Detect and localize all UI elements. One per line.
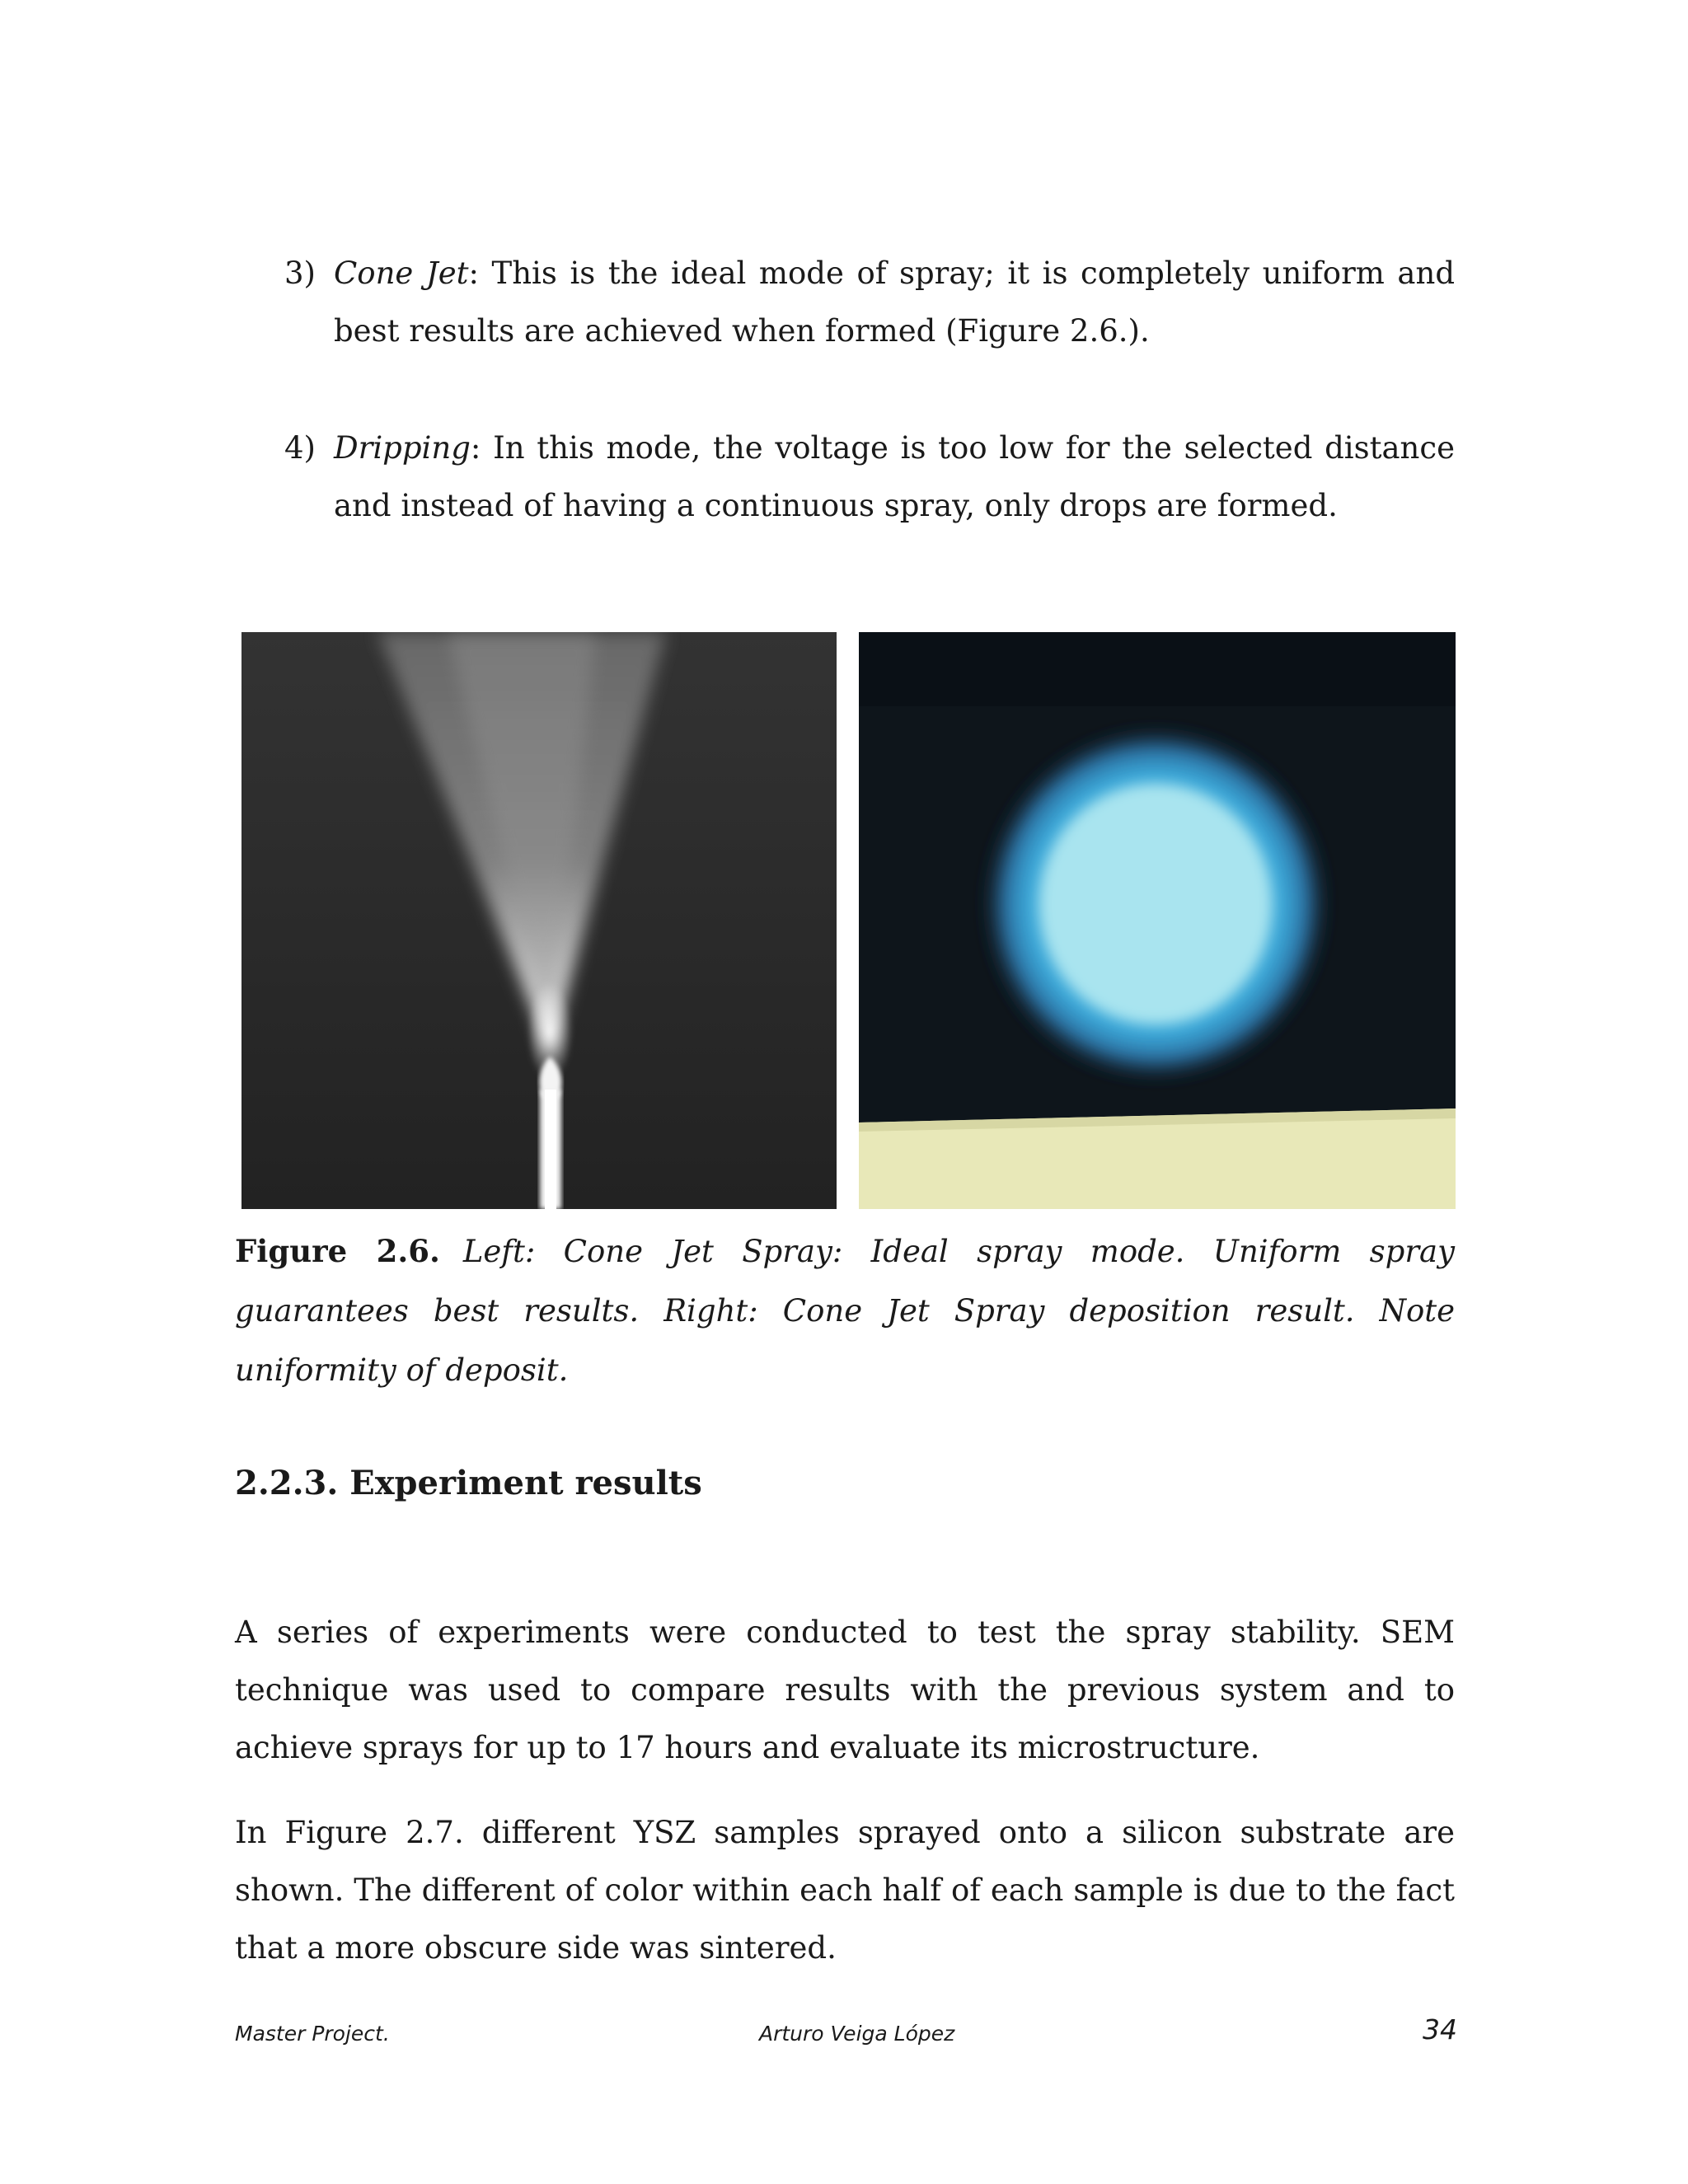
figure-label: Figure 2.6. (235, 1233, 440, 1269)
list-item-dripping (284, 419, 1455, 535)
cone-jet-spray-image (241, 632, 837, 1209)
list-item-cone-jet (284, 245, 1455, 360)
page-number: 34 (1423, 2013, 1457, 2046)
list-item-body (334, 419, 1455, 535)
list-term: Dripping (334, 430, 471, 466)
list-text: : In this mode, the voltage is too low for the selected distance and instead of having a continuous spray, only drops are formed. (334, 430, 1455, 523)
cone-jet-spray-photo (241, 632, 837, 1209)
footer-author: Arturo Veiga López (759, 2022, 955, 2046)
section-heading: 2.2.3. Experiment results (235, 1464, 702, 1502)
figure-caption-text: Left: Cone Jet Spray: Ideal spray mode. Uniform spray guarantees best results. Right: Cone Jet Spray deposition result. Note uniformity of deposit. (235, 1234, 1455, 1388)
list-text: : This is the ideal mode of spray; it is completely uniform and best results are achieved when formed (Figure 2.6.). (334, 255, 1456, 349)
figure-caption (235, 1221, 1455, 1400)
list-number: 3) (284, 255, 316, 291)
list-number: 4) (284, 430, 316, 466)
deposition-result-photo (859, 632, 1456, 1209)
list-term: Cone Jet (334, 255, 469, 291)
footer-project: Master Project. (235, 2022, 390, 2046)
list-item-body (334, 245, 1455, 360)
paragraph: A series of experiments were conducted to test the spray stability. SEM technique was used to compare results with the previous system and to achieve sprays for up to 17 hours and evaluate its microstructure. (235, 1615, 1455, 1765)
paragraph: In Figure 2.7. different YSZ samples sprayed onto a silicon substrate are shown. The different of color within each half of each sample is due to the fact that a more obscure side was sintered. (235, 1815, 1455, 1966)
deposition-result-image (859, 632, 1456, 1209)
